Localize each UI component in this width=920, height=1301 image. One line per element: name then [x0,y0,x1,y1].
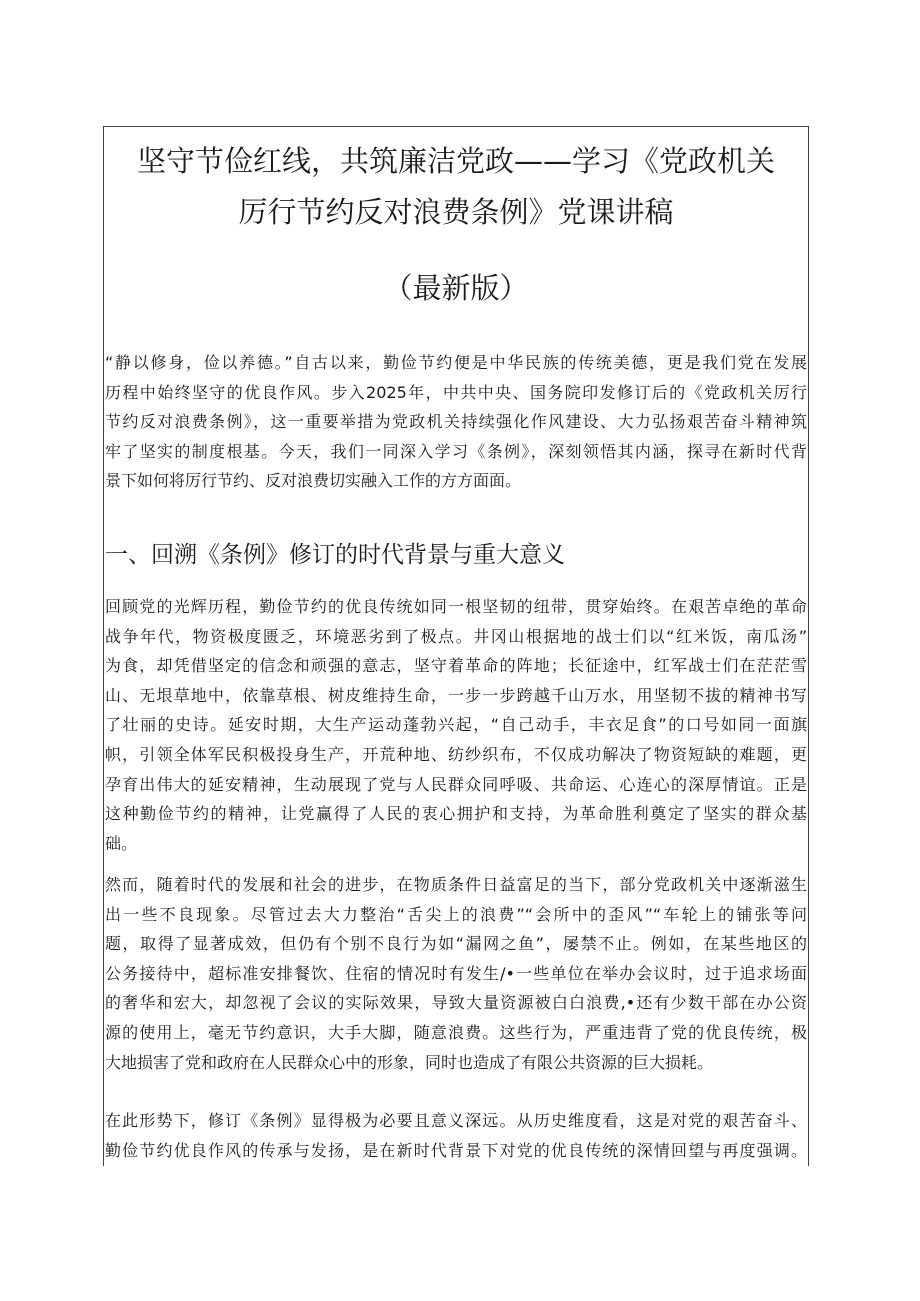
text-line: 勤俭节约优良作风的传承与发扬，是在新时代背景下对党的优良传统的深情回望与再度强调。 [105,1140,807,1160]
text-line: 础。 [105,833,138,853]
text-line: 然而，随着时代的发展和社会的进步，在物质条件日益富足的当下，部分党政机关中逐渐滋生 [105,875,807,894]
text-line: 回顾党的光辉历程，勤俭节约的优良传统如同一根坚韧的纽带，贯穿始终。在艰苦卓绝的革命 [105,597,807,616]
section1-paragraph-3 [105,1106,807,1165]
text-line: 山、无垠草地中，依靠草根、树皮维持生命，一步一步跨越千山万水，用坚韧不拔的精神书写 [105,685,807,705]
text-line: 出一些不良现象。尽管过去大力整治“舌尖上的浪费”“会所中的歪风”“车轮上的铺张等问 [105,904,807,924]
text-line: 在此形势下，修订《条例》显得极为必要且意义深远。从历史维度看，这是对党的艰苦奋斗、 [105,1111,807,1130]
text-line: 牢了坚实的制度根基。今天，我们一同深入学习《条例》，深刻领悟其内涵，探寻在新时代背 [105,441,807,461]
text-line: 历程中始终坚守的优良作风。步入2025年，中共中央、国务院印发修订后的《党政机关厉行 [105,382,807,402]
title-line-1: 坚守节俭红线，共筑廉洁党政——学习《党政机关 [136,144,775,178]
text-line: 这种勤俭节约的精神，让党赢得了人民的衷心拥护和支持，为革命胜利奠定了坚实的群众基 [105,804,807,824]
intro-paragraph [105,348,807,496]
text-line: 题，取得了显著成效，但仍有个别不良行为如“漏网之鱼”，屡禁不止。例如，在某些地区的 [105,934,807,954]
text-line: 孕育出伟大的延安精神，生动展现了党与人民群众同呼吸、共命运、心连心的深厚情谊。正是 [105,774,807,794]
text-line: 战争年代，物资极度匮乏，环境恶劣到了极点。井冈山根据地的战士们以“红米饭，南瓜汤” [105,626,807,646]
text-line: 源的使用上，毫无节约意识，大手大脚，随意浪费。这些行为，严重违背了党的优良传统，极 [105,1022,807,1042]
text-line: “静以修身，俭以养德。”自古以来，勤俭节约便是中华民族的传统美德，更是我们党在发展 [105,353,807,372]
document-title [103,136,809,238]
text-line: 的奢华和宏大，却忽视了会议的实际效果，导致大量资源被白白浪费,•还有少数干部在办公资 [105,993,807,1013]
text-line: 为食，却凭借坚定的信念和顽强的意志，坚守着革命的阵地；长征途中，红军战士们在茫茫雪 [105,656,807,676]
section1-paragraph-2 [105,870,807,1077]
text-line: 公务接待中，超标准安排餐饮、住宿的情况时有发生/•一些单位在举办会议时，过于追求场面 [105,963,807,983]
text-line: 节约反对浪费条例》，这一重要举措为党政机关持续强化作风建设、大力弘扬艰苦奋斗精神筑 [105,412,807,432]
text-line: 帜，引领全体军民积极投身生产，开荒种地、纺纱织布，不仅成功解决了物资短缺的难题，更 [105,744,807,764]
document-subtitle: （最新版） [383,271,529,305]
title-line-2: 厉行节约反对浪费条例》党课讲稿 [238,195,674,229]
text-line: 大地损害了党和政府在人民群众心中的形象，同时也造成了有限公共资源的巨大损耗。 [105,1052,714,1072]
section-heading: 一、回溯《条例》修订的时代背景与重大意义 [105,542,565,568]
text-line: 了壮丽的史诗。延安时期，大生产运动蓬勃兴起，“自己动手，丰衣足食”的口号如同一面旗 [105,715,807,735]
text-line: 景下如何将厉行节约、反对浪费切实融入工作的方方面面。 [105,471,522,491]
section1-paragraph-1 [105,592,807,858]
